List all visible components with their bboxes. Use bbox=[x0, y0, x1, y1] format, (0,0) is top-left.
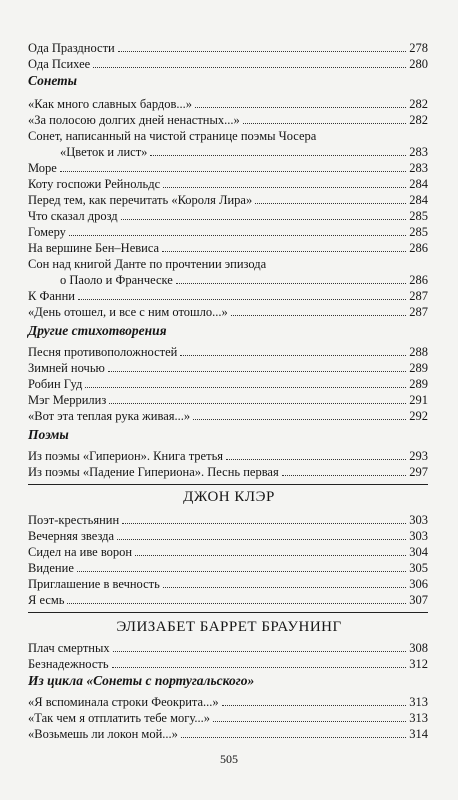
entry-page: 282 bbox=[409, 113, 428, 127]
entry-page: 303 bbox=[409, 513, 428, 527]
dot-leader bbox=[226, 459, 406, 460]
toc-entry bbox=[28, 544, 428, 560]
entry-title: «Возьмешь ли локон мой...» bbox=[28, 727, 178, 741]
dot-leader bbox=[112, 667, 407, 668]
toc-entry bbox=[28, 288, 428, 304]
entry-page: 289 bbox=[409, 377, 428, 391]
entry-page: 282 bbox=[409, 97, 428, 111]
toc-entry bbox=[28, 56, 428, 72]
section-heading: Поэмы bbox=[28, 427, 69, 442]
dot-leader bbox=[181, 737, 406, 738]
entry-title: Плач смертных bbox=[28, 641, 110, 655]
entry-page: 314 bbox=[409, 727, 428, 741]
entry-title: Ода Праздности bbox=[28, 41, 115, 55]
entry-title: «Как много славных бардов...» bbox=[28, 97, 193, 111]
toc-entry bbox=[28, 376, 428, 392]
entry-title: Из поэмы «Падение Гипериона». Песнь первая bbox=[28, 465, 279, 479]
dot-leader bbox=[150, 155, 406, 156]
entry-title: Поэт-крестьянин bbox=[28, 513, 120, 527]
entry-title: Мэг Меррилиз bbox=[28, 393, 107, 407]
entry-page: 291 bbox=[409, 393, 428, 407]
entry-page: 297 bbox=[409, 465, 428, 479]
dot-leader bbox=[118, 51, 407, 52]
entry-page: 313 bbox=[409, 695, 428, 709]
entry-title: «Так чем я отплатить тебе могу...» bbox=[28, 711, 210, 725]
entry-title: Ода Психее bbox=[28, 57, 91, 71]
toc-entry bbox=[28, 710, 428, 726]
toc-entry bbox=[28, 726, 428, 742]
dot-leader bbox=[60, 171, 406, 172]
entry-title: Из поэмы «Гиперион». Книга третья bbox=[28, 449, 224, 463]
entry-page: 286 bbox=[409, 273, 428, 287]
section-heading: Из цикла «Сонеты с португальского» bbox=[28, 673, 255, 688]
entry-page: 288 bbox=[409, 345, 428, 359]
toc-entry bbox=[28, 656, 428, 672]
toc-entry bbox=[28, 512, 428, 528]
dot-leader bbox=[255, 203, 406, 204]
entry-title: «День отошел, и все с ним отошло...» bbox=[28, 305, 228, 319]
dot-leader bbox=[69, 235, 406, 236]
entry-title: «Я вспоминала строки Феокрита...» bbox=[28, 695, 219, 709]
divider bbox=[28, 484, 428, 485]
dot-leader bbox=[117, 539, 406, 540]
entry-title: Перед тем, как перечитать «Короля Лира» bbox=[28, 193, 253, 207]
toc-entry bbox=[28, 96, 428, 112]
toc-entry bbox=[60, 272, 428, 288]
dot-leader bbox=[78, 299, 406, 300]
entry-page: 283 bbox=[409, 145, 428, 159]
dot-leader bbox=[243, 123, 406, 124]
toc-entry bbox=[28, 176, 428, 192]
toc-entry bbox=[28, 528, 428, 544]
section-heading: Другие стихотворения bbox=[28, 323, 167, 338]
entry-title-continued: о Паоло и Франческе bbox=[60, 273, 173, 287]
toc-entry bbox=[28, 592, 428, 608]
entry-title: Что сказал дрозд bbox=[28, 209, 118, 223]
entry-page: 312 bbox=[409, 657, 428, 671]
entry-title: Сон над книгой Данте по прочтении эпизода bbox=[28, 257, 267, 271]
toc-entry bbox=[28, 344, 428, 360]
dot-leader bbox=[85, 387, 406, 388]
entry-page: 292 bbox=[409, 409, 428, 423]
entry-page: 285 bbox=[409, 225, 428, 239]
dot-leader bbox=[163, 187, 406, 188]
dot-leader bbox=[93, 67, 406, 68]
dot-leader bbox=[122, 523, 406, 524]
dot-leader bbox=[163, 587, 406, 588]
entry-title: Робин Гуд bbox=[28, 377, 83, 391]
entry-title: Гомеру bbox=[28, 225, 66, 239]
entry-title: Сонет, написанный на чистой странице поэмы Чосера bbox=[28, 129, 317, 143]
entry-page: 286 bbox=[409, 241, 428, 255]
dot-leader bbox=[195, 107, 406, 108]
entry-title: Я есмь bbox=[28, 593, 65, 607]
entry-title: Видение bbox=[28, 561, 74, 575]
dot-leader bbox=[67, 603, 406, 604]
dot-leader bbox=[162, 251, 406, 252]
toc-entry bbox=[28, 192, 428, 208]
dot-leader bbox=[108, 371, 406, 372]
toc-entry bbox=[28, 208, 428, 224]
toc-entry bbox=[28, 392, 428, 408]
dot-leader bbox=[180, 355, 406, 356]
entry-title: Сидел на иве ворон bbox=[28, 545, 133, 559]
toc-entry bbox=[28, 40, 428, 56]
section-heading: Сонеты bbox=[28, 73, 78, 88]
entry-page: 308 bbox=[409, 641, 428, 655]
entry-page: 289 bbox=[409, 361, 428, 375]
dot-leader bbox=[109, 403, 406, 404]
toc-entry bbox=[28, 112, 428, 128]
toc-entry bbox=[28, 240, 428, 256]
toc-entry bbox=[28, 360, 428, 376]
entry-page: 283 bbox=[409, 161, 428, 175]
entry-title: «За полосою долгих дней ненастных...» bbox=[28, 113, 240, 127]
entry-title: Безнадежность bbox=[28, 657, 109, 671]
dot-leader bbox=[193, 419, 406, 420]
entry-page: 293 bbox=[409, 449, 428, 463]
entry-title: Коту госпожи Рейнольдс bbox=[28, 177, 161, 191]
entry-title: К Фанни bbox=[28, 289, 75, 303]
entry-page: 280 bbox=[409, 57, 428, 71]
toc-entry bbox=[28, 408, 428, 424]
author-heading: ЭЛИЗАБЕТ БАРРЕТ БРАУНИНГ bbox=[116, 619, 342, 635]
toc-entry bbox=[28, 304, 428, 320]
entry-title: Вечерняя звезда bbox=[28, 529, 115, 543]
entry-title: Приглашение в вечность bbox=[28, 577, 160, 591]
entry-page: 306 bbox=[409, 577, 428, 591]
entry-title: Зимней ночью bbox=[28, 361, 105, 375]
divider bbox=[28, 612, 428, 613]
dot-leader bbox=[231, 315, 406, 316]
entry-page: 305 bbox=[409, 561, 428, 575]
toc-entry bbox=[28, 560, 428, 576]
dot-leader bbox=[222, 705, 407, 706]
entry-page: 313 bbox=[409, 711, 428, 725]
toc-entry bbox=[60, 144, 428, 160]
entry-title: Море bbox=[28, 161, 57, 175]
dot-leader bbox=[135, 555, 406, 556]
dot-leader bbox=[282, 475, 407, 476]
toc-entry bbox=[28, 224, 428, 240]
entry-title: На вершине Бен–Невиса bbox=[28, 241, 160, 255]
entry-page: 278 bbox=[409, 41, 428, 55]
entry-page: 303 bbox=[409, 529, 428, 543]
dot-leader bbox=[113, 651, 407, 652]
toc-entry bbox=[28, 576, 428, 592]
entry-page: 307 bbox=[409, 593, 428, 607]
entry-page: 304 bbox=[409, 545, 428, 559]
toc-entry bbox=[28, 694, 428, 710]
entry-page: 287 bbox=[409, 289, 428, 303]
entry-page: 284 bbox=[409, 193, 428, 207]
entry-title: Песня противоположностей bbox=[28, 345, 178, 359]
dot-leader bbox=[121, 219, 407, 220]
toc-entry bbox=[28, 640, 428, 656]
entry-page: 287 bbox=[409, 305, 428, 319]
entry-title-continued: «Цветок и лист» bbox=[60, 145, 148, 159]
dot-leader bbox=[176, 283, 406, 284]
entry-title: «Вот эта теплая рука живая...» bbox=[28, 409, 191, 423]
entry-page: 285 bbox=[409, 209, 428, 223]
page-number: 505 bbox=[220, 752, 238, 766]
entry-page: 284 bbox=[409, 177, 428, 191]
toc-entry bbox=[28, 448, 428, 464]
dot-leader bbox=[77, 571, 406, 572]
dot-leader bbox=[213, 721, 406, 722]
author-heading: ДЖОН КЛЭР bbox=[183, 489, 275, 505]
toc-entry bbox=[28, 464, 428, 480]
toc-entry bbox=[28, 160, 428, 176]
